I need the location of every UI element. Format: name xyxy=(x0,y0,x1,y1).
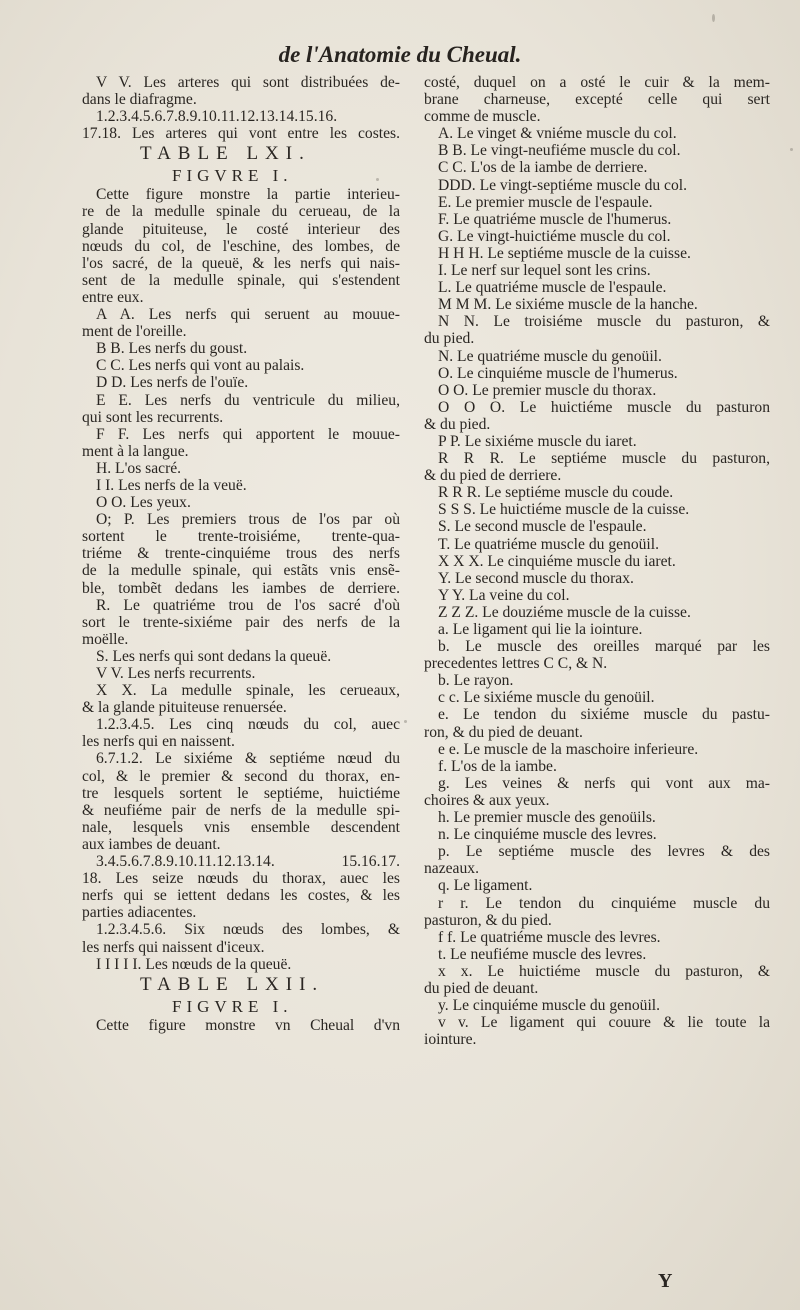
text-line: les nerfs qui en naissent. xyxy=(82,733,235,751)
text-line: x x. Le huictiéme muscle du pasturon, & xyxy=(438,962,770,980)
text-line: comme de muscle. xyxy=(424,108,541,126)
text-line: sortent le trente-troisiéme, trente-qua- xyxy=(82,528,400,546)
text-line: costé, duquel on a osté le cuir & la mem- xyxy=(424,74,770,91)
table-heading: TABLE LXII. xyxy=(140,973,325,995)
text-line: B B. Les nerfs du goust. xyxy=(96,340,248,358)
text-line: glande pituiteuse, le costé interieur des xyxy=(82,220,400,238)
text-line: n. Le cinquiéme muscle des levres. xyxy=(438,826,657,844)
text-line: O. Le cinquiéme muscle de l'humerus. xyxy=(438,364,678,382)
text-line: I I I I I. Les nœuds de la queuë. xyxy=(96,955,292,973)
text-line: N N. Le troisiéme muscle du pasturon, & xyxy=(438,313,770,331)
text-line: de la medulle spinale, qui estãts vnis ensẽ- xyxy=(82,562,400,580)
text-line: F. Le quatriéme muscle de l'humerus. xyxy=(438,210,672,228)
catchword: Y xyxy=(658,1270,673,1292)
text-line: entre eux. xyxy=(82,288,144,306)
text-line: Y. Le second muscle du thorax. xyxy=(438,569,634,587)
text-line: f f. Le quatriéme muscle des levres. xyxy=(438,928,661,946)
text-line: 1.2.3.4.5.6. Six nœuds des lombes, & xyxy=(96,921,400,939)
text-line: 17.18. Les arteres qui vont entre les costes. xyxy=(82,125,400,143)
text-line: e. Le tendon du sixiéme muscle du pastu- xyxy=(438,706,770,724)
text-line: 1.2.3.4.5. Les cinq nœuds du col, auec xyxy=(96,716,400,734)
ink-speck xyxy=(404,720,407,723)
text-line: V V. Les nerfs recurrents. xyxy=(96,665,256,682)
text-line: du pied. xyxy=(424,330,475,348)
text-line: A A. Les nerfs qui seruent au mouue- xyxy=(96,306,400,324)
figure-heading: FIGVRE I. xyxy=(172,166,293,186)
text-line: ble, tombẽt dedans les iambes de derriere. xyxy=(82,579,400,597)
text-line: c c. Le sixiéme muscle du genoüil. xyxy=(438,689,655,707)
text-line: q. Le ligament. xyxy=(438,877,533,895)
text-line: parties adiacentes. xyxy=(82,904,197,922)
text-line: D D. Les nerfs de l'ouïe. xyxy=(96,374,249,392)
text-line: I I. Les nerfs de la veuë. xyxy=(96,476,247,494)
text-line: a. Le ligament qui lie la iointure. xyxy=(438,621,643,638)
right-column xyxy=(424,74,770,1048)
text-line: precedentes lettres C C, & N. xyxy=(424,655,608,673)
text-line: v v. Le ligament qui couure & lie toute la xyxy=(438,1014,770,1032)
text-line: ron, & du pied de deuant. xyxy=(424,723,583,741)
text-line: R R R. Le septiéme muscle du coude. xyxy=(438,484,674,502)
text-line: R R R. Le septiéme muscle du pasturon, xyxy=(438,450,770,468)
text-line: Y Y. La veine du col. xyxy=(438,586,570,604)
text-line: N. Le quatriéme muscle du genoüil. xyxy=(438,347,662,365)
text-line: H H H. Le septiéme muscle de la cuisse. xyxy=(438,244,691,262)
text-line: G. Le vingt-huictiéme muscle du col. xyxy=(438,227,671,245)
ink-speck xyxy=(790,148,793,151)
text-line: brane charneuse, excepté celle qui sert xyxy=(424,91,770,109)
text-line: l'os sacré, de la queuë, & les nerfs qui nais- xyxy=(82,254,400,272)
text-line: nazeaux. xyxy=(424,860,479,878)
text-line: p. Le septiéme muscle des levres & des xyxy=(438,843,770,861)
text-line: R. Le quatriéme trou de l'os sacré d'où xyxy=(96,596,400,614)
ink-speck xyxy=(376,178,379,181)
text-line: S S S. Le huictiéme muscle de la cuisse. xyxy=(438,501,690,519)
text-line: S. Le second muscle de l'espaule. xyxy=(438,518,647,536)
text-line: L. Le quatriéme muscle de l'espaule. xyxy=(438,279,667,297)
text-line: pasturon, & du pied. xyxy=(424,911,552,929)
text-line: iointure. xyxy=(424,1031,477,1049)
text-line: & neufiéme pair de nerfs de la medulle spi- xyxy=(82,801,400,819)
text-line: h. Le premier muscle des genoüils. xyxy=(438,809,656,827)
text-line: T. Le quatriéme muscle du genoüil. xyxy=(438,535,659,553)
text-line: du pied de deuant. xyxy=(424,979,539,997)
text-line: Z Z Z. Le douziéme muscle de la cuisse. xyxy=(438,603,691,621)
text-line: 3.4.5.6.7.8.9.10.11.12.13.14. 15.16.17. xyxy=(96,853,400,871)
text-line: A. Le vinget & vniéme muscle du col. xyxy=(438,125,677,143)
text-line: C C. Les nerfs qui vont au palais. xyxy=(96,357,305,375)
text-line: 1.2.3.4.5.6.7.8.9.10.11.12.13.14.15.16. xyxy=(96,108,338,126)
text-line: b. Le muscle des oreilles marqué par les xyxy=(438,638,770,656)
text-line: choires & aux yeux. xyxy=(424,791,550,809)
text-line: aux iambes de deuant. xyxy=(82,835,221,853)
text-line: I. Le nerf sur lequel sont les crins. xyxy=(438,262,651,280)
text-line: B B. Le vingt-neufiéme muscle du col. xyxy=(438,142,681,160)
text-line: X X X. Le cinquiéme muscle du iaret. xyxy=(438,552,676,570)
text-line: S. Les nerfs qui sont dedans la queuë. xyxy=(96,647,332,665)
table-heading: TABLE LXI. xyxy=(140,143,311,165)
figure-heading: FIGVRE I. xyxy=(172,996,293,1016)
text-line: e e. Le muscle de la maschoire inferieure. xyxy=(438,740,699,758)
text-line: & la glande pituiteuse renuersée. xyxy=(82,699,287,717)
text-line: M M M. Le sixiéme muscle de la hanche. xyxy=(438,296,698,314)
text-line: b. Le rayon. xyxy=(438,672,514,690)
text-line: sort le trente-sixiéme pair des nerfs de la xyxy=(82,613,400,631)
text-line: nerfs qui se iettent dedans les costes, & les xyxy=(82,887,400,905)
text-line: y. Le cinquiéme muscle du genoüil. xyxy=(438,997,661,1015)
text-line: sent de la medulle spinale, qui s'estendent xyxy=(82,271,400,289)
text-line: f. L'os de la iambe. xyxy=(438,757,557,775)
text-line: X X. La medulle spinale, les cerueaux, xyxy=(96,682,400,700)
text-line: 18. Les seize nœuds du thorax, auec les xyxy=(82,870,400,888)
text-line: tre lesquels sortent le septiéme, huictiéme xyxy=(82,784,400,802)
text-line: O O. Le premier muscle du thorax. xyxy=(438,381,657,399)
text-line: E E. Les nerfs du ventricule du milieu, xyxy=(96,391,400,409)
text-line: les nerfs qui naissent d'iceux. xyxy=(82,938,265,956)
text-line: moëlle. xyxy=(82,630,129,648)
text-line: P P. Le sixiéme muscle du iaret. xyxy=(438,432,637,450)
text-line: F F. Les nerfs qui apportent le mouue- xyxy=(96,425,400,443)
text-line: Cette figure monstre vn Cheual d'vn xyxy=(96,1016,400,1034)
text-line: Cette figure monstre la partie interieu- xyxy=(96,186,400,204)
text-line: g. Les veines & nerfs qui vont aux ma- xyxy=(438,774,770,792)
text-line: triéme & trente-cinquiéme trous des nerfs xyxy=(82,545,400,563)
text-line: r r. Le tendon du cinquiéme muscle du xyxy=(438,894,770,912)
text-line: nœuds du col, de l'eschine, des lombes, de xyxy=(82,237,400,255)
running-header: de l'Anatomie du Cheual. xyxy=(278,42,522,67)
text-line: O O. Les yeux. xyxy=(96,494,191,512)
text-line: re de la medulle spinale du cerueau, de la xyxy=(82,203,400,221)
text-line: DDD. Le vingt-septiéme muscle du col. xyxy=(438,176,688,194)
text-line: O; P. Les premiers trous de l'os par où xyxy=(96,511,400,529)
text-line: E. Le premier muscle de l'espaule. xyxy=(438,193,653,211)
text-line: V V. Les arteres qui sont distribuées de- xyxy=(96,74,400,91)
text-line: & du pied. xyxy=(424,415,491,433)
text-line: ment de l'oreille. xyxy=(82,323,187,341)
text-line: col, & le premier & second du thorax, en- xyxy=(82,767,400,785)
text-line: t. Le neufiéme muscle des levres. xyxy=(438,945,647,963)
text-line: C C. L'os de la iambe de derriere. xyxy=(438,159,648,177)
text-line: 6.7.1.2. Le sixiéme & septiéme nœud du xyxy=(96,750,400,768)
text-line: H. L'os sacré. xyxy=(96,459,182,477)
text-line: qui sont les recurrents. xyxy=(82,408,224,426)
text-line: dans le diafragme. xyxy=(82,91,197,109)
text-line: nale, lesquels vnis ensemble descendent xyxy=(82,818,400,836)
text-line: ment à la langue. xyxy=(82,442,189,460)
ink-speck xyxy=(712,14,715,22)
text-line: O O O. Le huictiéme muscle du pasturon xyxy=(438,398,770,416)
text-line: & du pied de derriere. xyxy=(424,467,562,485)
left-column xyxy=(82,74,400,1034)
